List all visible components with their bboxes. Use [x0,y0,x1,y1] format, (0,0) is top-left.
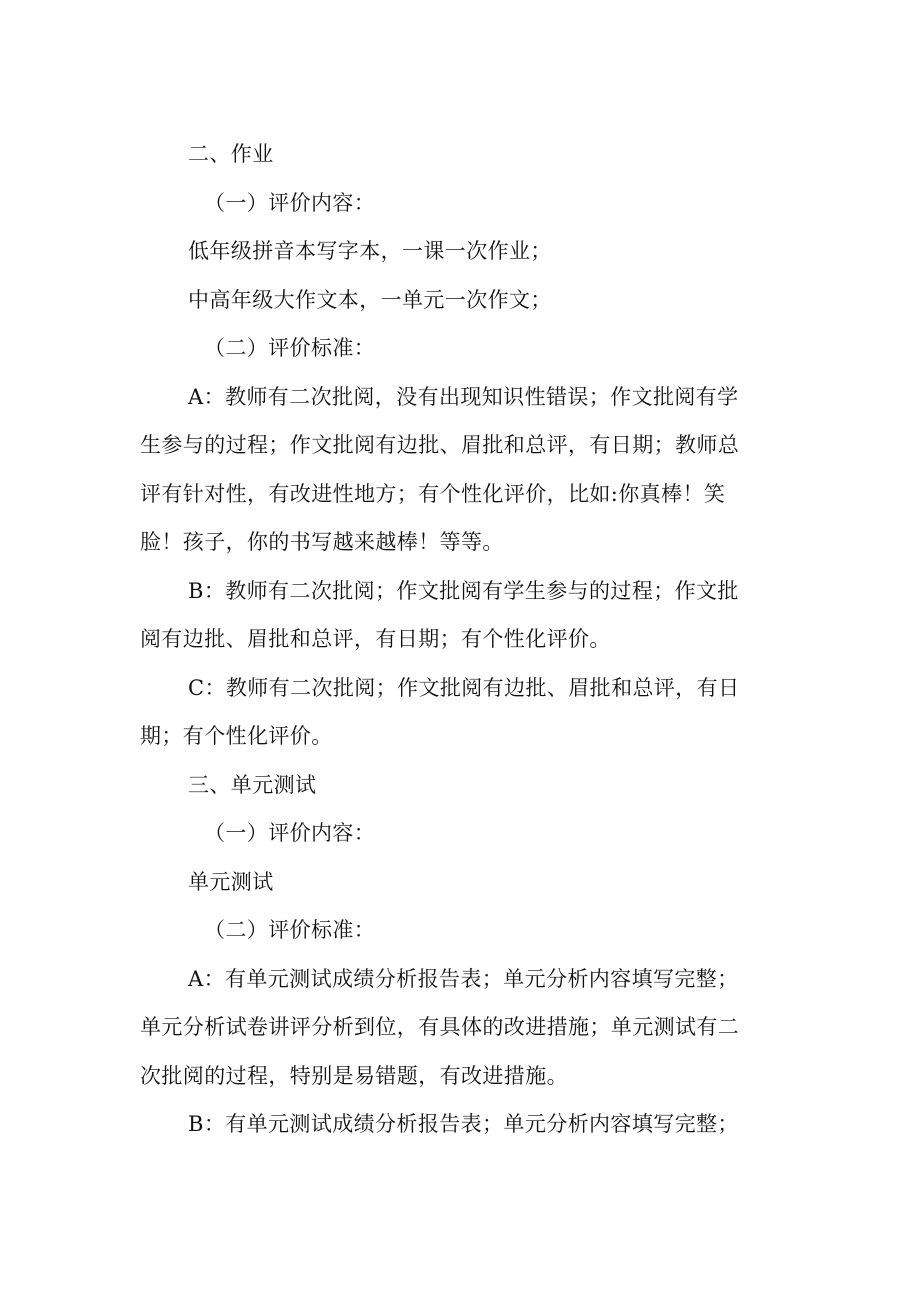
paragraph-line: B：教师有二次批阅；作文批阅有学生参与的过程；作文批 [188,578,739,603]
paragraph-line: 单元测试 [188,869,274,894]
paragraph-line: A：有单元测试成绩分析报告表；单元分析内容填写完整； [188,966,739,991]
paragraph-line: 评有针对性，有改进性地方；有个性化评价，比如:你真棒！笑 [140,481,726,506]
paragraph-line: 生参与的过程；作文批阅有边批、眉批和总评，有日期；教师总 [140,433,740,457]
paragraph-line: 中高年级大作文本，一单元一次作文； [188,287,552,312]
subsection-heading-content: （一）评价内容： [204,190,376,215]
paragraph-line: 次批阅的过程，特别是易错题，有改进措施。 [140,1063,568,1088]
paragraph-line: C：教师有二次批阅；作文批阅有边批、眉批和总评，有日 [188,675,740,700]
paragraph-line: A：教师有二次批阅，没有出现知识性错误；作文批阅有学 [188,384,739,409]
section-heading-unit-test: 三、单元测试 [188,772,317,797]
subsection-heading-standard: （二）评价标准： [204,336,376,360]
document-body [140,130,785,1149]
paragraph-line: 脸！孩子，你的书写越来越棒！等等。 [140,530,504,554]
paragraph-line: 阅有边批、眉批和总评，有日期；有个性化评价。 [140,627,611,651]
section-heading-homework: 二、作业 [188,142,274,166]
paragraph-line: 期；有个性化评价。 [140,724,333,748]
paragraph-line: 低年级拼音本写字本，一课一次作业； [188,239,552,263]
subsection-heading-content: （一）评价内容： [204,821,376,845]
paragraph-line: 单元分析试卷讲评分析到位，有具体的改进措施；单元测试有二 [140,1015,740,1039]
paragraph-line: B：有单元测试成绩分析报告表；单元分析内容填写完整； [188,1112,739,1136]
subsection-heading-standard: （二）评价标准： [204,918,376,942]
